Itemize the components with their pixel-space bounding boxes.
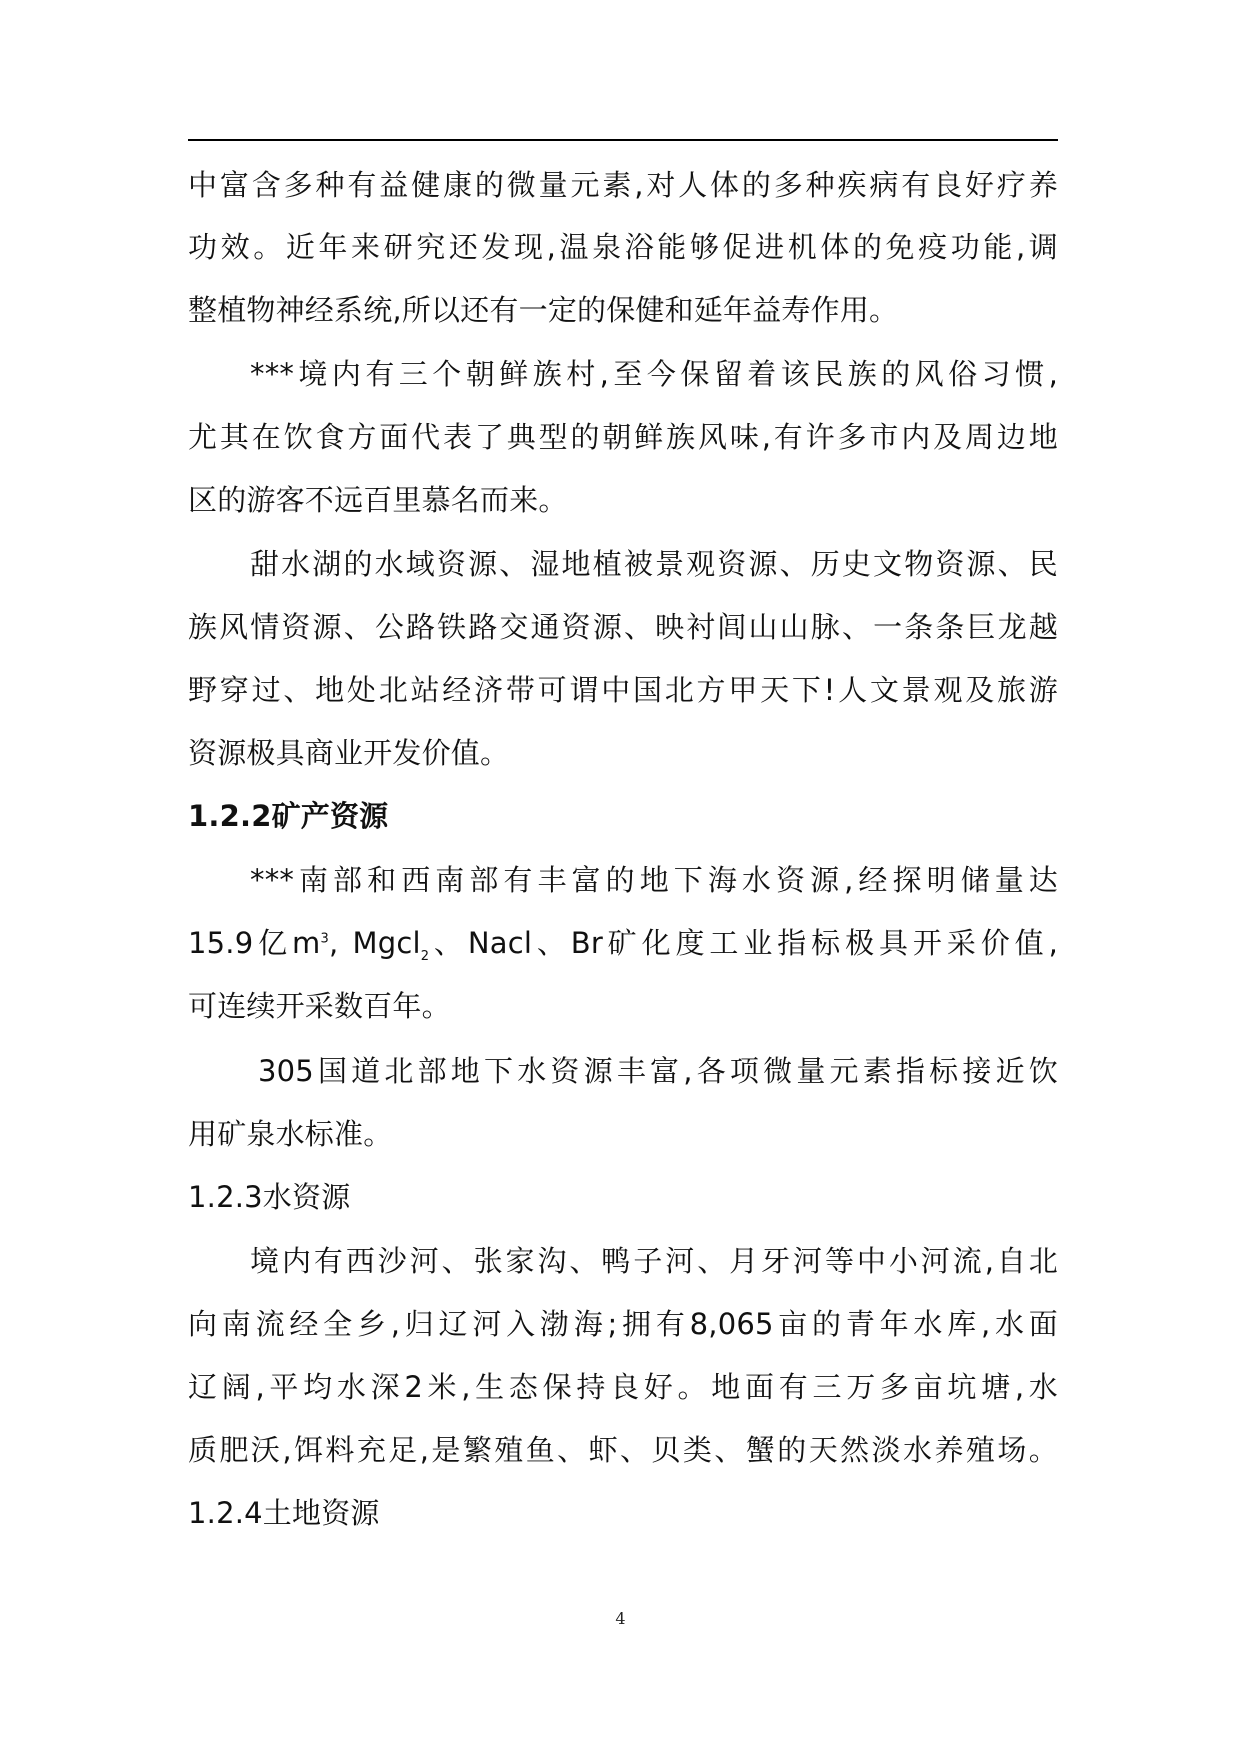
body-line: 整植物神经系统,所以还有一定的保健和延年益寿作用。 bbox=[188, 293, 899, 327]
body-line: 向南流经全乡,归辽河入渤海;拥有8,065亩的青年水库,水面 bbox=[188, 1307, 1058, 1341]
paragraph-start-line: ***南部和西南部有丰富的地下海水资源,经探明储量达 bbox=[250, 863, 1058, 897]
body-line: 区的游客不远百里慕名而来。 bbox=[188, 483, 568, 517]
paragraph-start-line: 境内有西沙河、张家沟、鸭子河、月牙河等中小河流,自北 bbox=[250, 1244, 1058, 1278]
superscript: 3 bbox=[320, 931, 329, 947]
paragraph-start-line: ***境内有三个朝鲜族村,至今保留着该民族的风俗习惯, bbox=[250, 357, 1058, 391]
page-number: 4 bbox=[615, 1609, 626, 1628]
reserve-amount: 15.9亿m bbox=[188, 926, 321, 960]
section-heading: 1.2.3水资源 bbox=[188, 1180, 351, 1214]
body-line: 中富含多种有益健康的微量元素,对人体的多种疾病有良好疗养 bbox=[188, 168, 1058, 202]
section-heading: 1.2.4土地资源 bbox=[188, 1496, 380, 1530]
body-line: 质肥沃,饵料充足,是繁殖鱼、虾、贝类、蟹的天然淡水养殖场。 bbox=[188, 1433, 1058, 1467]
header-rule bbox=[188, 139, 1058, 141]
body-line: 可连续开采数百年。 bbox=[188, 989, 451, 1023]
mineral-formula: , Mgcl bbox=[328, 926, 421, 960]
body-line: 功效。近年来研究还发现,温泉浴能够促进机体的免疫功能,调 bbox=[188, 230, 1058, 264]
body-line: 尤其在饮食方面代表了典型的朝鲜族风味,有许多市内及周边地 bbox=[188, 420, 1058, 454]
subscript: 2 bbox=[420, 948, 430, 964]
body-line: 用矿泉水标准。 bbox=[188, 1117, 393, 1151]
body-line: 辽阔,平均水深2米,生态保持良好。地面有三万多亩坑塘,水 bbox=[188, 1370, 1058, 1404]
body-line: 族风情资源、公路铁路交通资源、映衬闾山山脉、一条条巨龙越 bbox=[188, 610, 1058, 644]
paragraph-start-line: 甜水湖的水域资源、湿地植被景观资源、历史文物资源、民 bbox=[250, 547, 1058, 581]
section-heading: 1.2.2矿产资源 bbox=[188, 799, 389, 833]
body-line: 资源极具商业开发价值。 bbox=[188, 736, 510, 770]
body-line bbox=[188, 919, 1058, 967]
paragraph-start-line: 305国道北部地下水资源丰富,各项微量元素指标接近饮 bbox=[258, 1054, 1058, 1088]
mineral-text: 、Nacl、Br矿化度工业指标极具开采价值, bbox=[429, 926, 1058, 960]
body-line: 野穿过、地处北站经济带可谓中国北方甲天下!人文景观及旅游 bbox=[188, 673, 1058, 707]
